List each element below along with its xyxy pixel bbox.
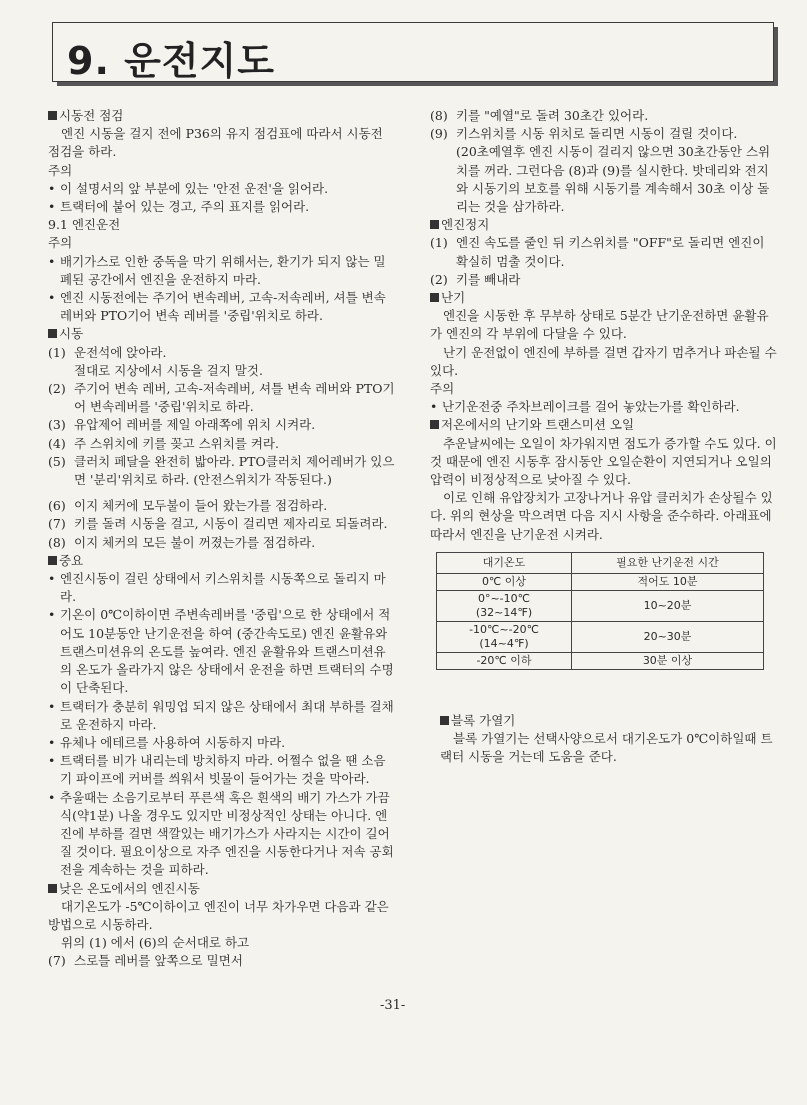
- square-bullet-icon: [430, 220, 439, 229]
- numbered-step: [430, 234, 778, 270]
- step-text: 주기어 변속 레버, 고속-저속레버, 셔틀 변속 레버와 PTO기어 변속레버를 '중립'위치로 하라.: [74, 381, 395, 415]
- step-number: (8): [48, 534, 66, 550]
- step-text: 키를 빼내라: [456, 271, 521, 287]
- right-column: [430, 107, 778, 544]
- table-header-row: [437, 553, 764, 574]
- numbered-step: [430, 271, 778, 289]
- bullet-item: • 배기가스로 인한 중독을 막기 위해서는, 환기가 되지 않는 밀폐된 공간에서 엔진을 운전하지 마라.: [48, 253, 396, 289]
- bullet-item: • 엔진시동이 걸린 상태에서 키스위치를 시동쪽으로 돌리지 마라.: [48, 570, 396, 606]
- step-text: 스로틀 레버를 앞쪽으로 밀면서: [74, 953, 243, 969]
- spacer: [48, 489, 396, 497]
- paragraph: 난기 운전없이 엔진에 부하를 걸면 갑자기 멈추거나 파손될 수 있다.: [430, 344, 777, 378]
- square-bullet-icon: [48, 884, 57, 893]
- square-bullet-icon: [48, 556, 57, 565]
- section-heading: [430, 289, 778, 307]
- paragraph: 이로 인해 유압장치가 고장나거나 유압 클러치가 손상될수 있다. 위의 현상을 막으려면 다음 지시 사항을 준수하라. 아래표에 따라서 엔진을 난기운전 시켜라.: [430, 490, 773, 542]
- bullet-item: • 이 설명서의 앞 부분에 있는 '안전 운전'을 읽어라.: [48, 180, 396, 198]
- numbered-step: [48, 380, 396, 416]
- section-heading: [48, 552, 396, 570]
- step-text: 키를 "예열"로 돌려 30초간 있어라.: [456, 108, 649, 123]
- paragraph: 주의: [48, 235, 73, 251]
- paragraph: 절대로 지상에서 시동을 걸지 말것.: [74, 362, 263, 378]
- step-text: 이지 체커에 모두불이 들어 왔는가를 점검하라.: [74, 498, 328, 514]
- table-cell-temp: [437, 622, 572, 653]
- step-number: (4): [48, 435, 66, 451]
- section-heading: [48, 325, 396, 343]
- numbered-step: [48, 497, 396, 515]
- temp-fahrenheit: (14~4℉): [479, 637, 529, 650]
- table-cell-temp: -20℃ 이하: [437, 653, 572, 670]
- numbered-step: [48, 344, 396, 362]
- numbered-step: [48, 952, 396, 970]
- table-cell-time: 20~30분: [572, 622, 764, 653]
- temp-celsius: 0°~-10℃: [477, 592, 531, 605]
- heading-text: 시동: [59, 326, 84, 342]
- paragraph: 주의: [430, 381, 455, 397]
- table-row: [437, 622, 764, 653]
- bullet-item: • 추울때는 소음기로부터 푸른색 혹은 흰색의 배기 가스가 가끔식(약1분) 나올 경우도 있지만 비정상적인 상태는 아니다. 엔진에 부하를 걸면 색깔있는 배기가스가 사라지는 시간이 길어 질 것이다. 필요이상으로 자주 엔진을 시동한다거나 저속 공회전을 계속하는 것을 피하라.: [48, 789, 396, 880]
- step-text: 클러치 페달을 완전히 밟아라. PTO클러치 제어레버가 있으면 '분리'위치로 하라. (안전스위치가 작동된다.): [74, 453, 395, 488]
- numbered-step: [430, 125, 778, 143]
- step-number: (2): [48, 381, 66, 397]
- table-header-temp: 대기온도: [437, 553, 572, 574]
- temp-celsius: -10℃~-20℃: [469, 623, 539, 636]
- table-cell-temp: [437, 591, 572, 622]
- step-number: (2): [430, 271, 448, 287]
- page-number: -31-: [380, 998, 406, 1013]
- numbered-step: [48, 416, 396, 434]
- paragraph: 주의: [48, 162, 73, 178]
- table-row: [437, 574, 764, 591]
- paragraph: 9.1 엔진운전: [48, 217, 121, 233]
- table-cell-time: 10~20분: [572, 591, 764, 622]
- step-text: 이지 체커의 모든 불이 꺼졌는가를 점검하라.: [74, 534, 316, 550]
- step-number: (7): [48, 516, 66, 532]
- section-heading: [440, 712, 780, 730]
- paragraph: 엔진 시동을 걸지 전에 P36의 유지 점검표에 따라서 시동전 점검을 하라.: [48, 126, 383, 160]
- bullet-item: • 기온이 0℃이하이면 주변속레버를 '중립'으로 한 상태에서 적어도 10분동안 난기운전을 하여 (중간속도로) 엔진 윤활유와 트랜스미션유의 온도를 높여라. 엔진 윤활유와 트랜스미션유의 온도가 올라가지 않은 상태에서 운전을 하면 트랙터의 수명이 단축된다.: [48, 606, 396, 697]
- paragraph: 대기온도가 -5℃이하이고 엔진이 너무 차가우면 다음과 같은 방법으로 시동하라.: [48, 898, 389, 932]
- table-cell-time: 적어도 10분: [572, 574, 764, 591]
- step-text: 키스위치를 시동 위치로 돌리면 시동이 걸릴 것이다.: [456, 126, 738, 142]
- section-heading: [430, 416, 778, 434]
- step-text: 운전석에 앉아라.: [74, 344, 167, 360]
- page-title: 9. 운전지도: [67, 39, 275, 83]
- step-text: 엔진 속도를 줄인 뒤 키스위치를 "OFF"로 돌리면 엔진이 확실히 멈출 것이다.: [456, 235, 765, 269]
- numbered-step: [48, 453, 396, 489]
- paragraph: 추운날씨에는 오일이 차가워지면 점도가 증가할 수도 있다. 이것 때문에 엔진 시동후 잠시동안 오일순환이 지연되거나 오일의 압력이 비정상적으로 낮아질 수 있다.: [430, 435, 777, 488]
- bullet-item: • 엔진 시동전에는 주기어 변속레버, 고속-저속레버, 셔틀 변속레버와 PTO기어 변속 레버를 '중립'위치로 하라.: [48, 289, 396, 325]
- numbered-step: [48, 534, 396, 552]
- step-number: (5): [48, 453, 66, 469]
- heading-text: 낮은 온도에서의 엔진시동: [59, 880, 200, 896]
- numbered-step: [48, 515, 396, 533]
- step-number: (3): [48, 417, 66, 433]
- bullet-item: • 유체나 에테르를 사용하여 시동하지 마라.: [48, 734, 396, 752]
- left-column: [48, 107, 396, 971]
- table-cell-temp: 0℃ 이상: [437, 574, 572, 591]
- table-header-time: 필요한 난기운전 시간: [572, 553, 764, 574]
- step-text: 주 스위치에 키를 꽂고 스위치를 켜라.: [74, 435, 279, 451]
- step-number: (6): [48, 498, 66, 514]
- bullet-item: • 트랙터에 붙어 있는 경고, 주의 표지를 읽어라.: [48, 198, 396, 216]
- temp-fahrenheit: (32~14℉): [475, 606, 533, 619]
- step-number: (9): [430, 126, 448, 142]
- step-text: 키를 돌려 시동을 걸고, 시동이 걸리면 제자리로 되돌려라.: [74, 516, 388, 532]
- heading-text: 난기: [441, 290, 466, 306]
- table-row: [437, 653, 764, 670]
- warmup-table: [436, 552, 764, 670]
- square-bullet-icon: [440, 716, 449, 725]
- step-number: (1): [430, 235, 448, 251]
- table-row: [437, 591, 764, 622]
- section-heading: [48, 880, 396, 898]
- paragraph: 블록 가열기는 선택사양으로서 대기온도가 0℃이하일때 트랙터 시동을 거는데 도움을 준다.: [440, 731, 773, 765]
- section-heading: [48, 107, 396, 125]
- heading-text: 저온에서의 난기와 트랜스미션 오일: [441, 417, 635, 433]
- step-number: (8): [430, 108, 448, 123]
- heading-text: 시동전 점검: [59, 108, 124, 123]
- heading-text: 블록 가열기: [451, 713, 516, 728]
- block-heater-section: [440, 712, 780, 767]
- paragraph: 엔진을 시동한 후 무부하 상태로 5분간 난기운전하면 윤활유가 엔진의 각 부위에 다달을 수 있다.: [430, 308, 769, 342]
- step-text: 유압제어 레버를 제일 아래쪽에 위치 시켜라.: [74, 417, 316, 433]
- bullet-item: • 트랙터가 충분히 워밍업 되지 않은 상태에서 최대 부하를 걸채로 운전하지 마라.: [48, 698, 396, 734]
- paragraph: 위의 (1) 에서 (6)의 순서대로 하고: [61, 935, 250, 951]
- square-bullet-icon: [48, 329, 57, 338]
- square-bullet-icon: [430, 293, 439, 302]
- bullet-item: • 난기운전중 주차브레이크를 걸어 놓았는가를 확인하라.: [430, 398, 778, 416]
- step-number: (7): [48, 953, 66, 969]
- step-number: (1): [48, 344, 66, 360]
- numbered-step: [48, 435, 396, 453]
- numbered-step: [430, 107, 778, 125]
- square-bullet-icon: [48, 111, 57, 120]
- heading-text: 엔진정지: [441, 217, 490, 233]
- heading-text: 중요: [59, 552, 84, 568]
- paragraph: (20초예열후 엔진 시동이 걸리지 않으면 30초간동안 스위치를 꺼라. 그런다음 (8)과 (9)를 실시한다. 밧데리와 전지와 시동기의 보호를 위해 시동기를 계속해서 30초 이상 돌리는 것을 삼가하라.: [456, 144, 771, 215]
- bullet-item: • 트랙터를 비가 내리는데 방치하지 마라. 어쩔수 없을 땐 소음기 파이프에 커버를 씌워서 빗물이 들어가는 것을 막아라.: [48, 752, 396, 788]
- section-heading: [430, 216, 778, 234]
- title-box: [52, 22, 774, 82]
- square-bullet-icon: [430, 420, 439, 429]
- table-cell-time: 30분 이상: [572, 653, 764, 670]
